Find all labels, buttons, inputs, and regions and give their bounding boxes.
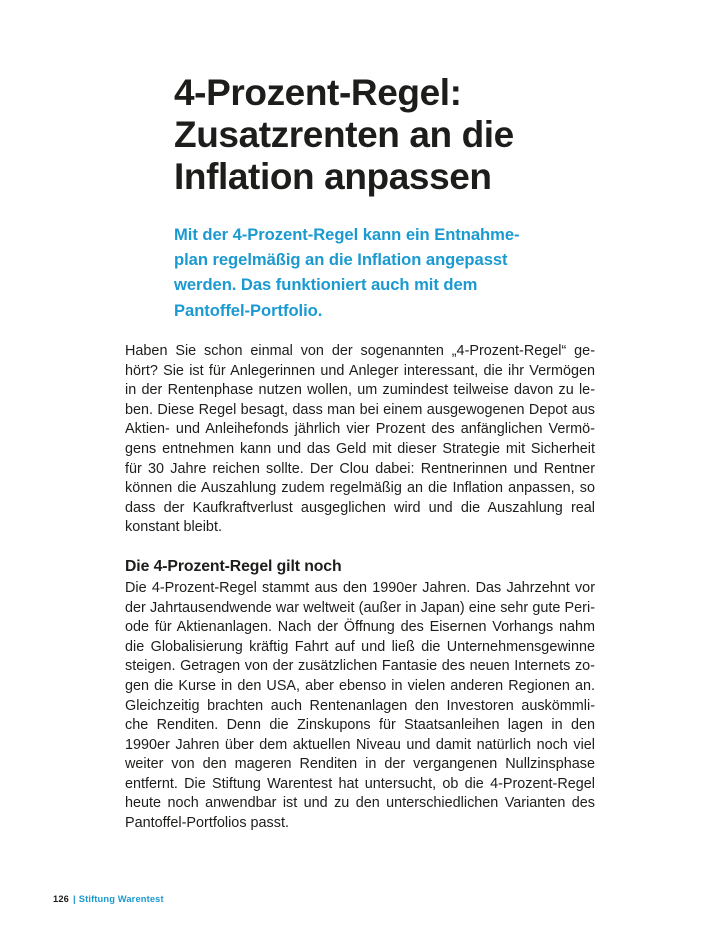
paragraph-2-line-5: steigen. Getragen von der zusätzlichen Fantasie des neuen Internets zo- — [125, 658, 595, 675]
footer-page-number: 126 — [53, 894, 69, 904]
page-footer — [53, 893, 164, 905]
paragraph-1-line-8: können die Auszahlung zudem regelmäßig an die Inflation anpassen, so — [125, 480, 595, 497]
headline-line-3: Inflation anpassen — [174, 156, 492, 197]
headline-line-1: 4-Prozent-Regel: — [174, 72, 462, 113]
paragraph-2-line-7: Gleichzeitig brachten auch Rentenanlagen den Investoren auskömmli- — [125, 697, 595, 714]
article-standfirst — [174, 222, 599, 323]
body-paragraph-2 — [125, 579, 595, 834]
body-paragraph-1 — [125, 342, 595, 538]
paragraph-1-line-2: hört? Sie ist für Anlegerinnen und Anleger interessant, die ihr Vermögen — [125, 362, 595, 379]
section-subheading: Die 4-Prozent-Regel gilt noch — [125, 557, 342, 575]
standfirst-line-3: werden. Das funktioniert auch mit dem — [174, 275, 478, 295]
paragraph-2-line-2: der Jahrtausendwende war weltweit (außer in Japan) eine sehr gute Peri- — [125, 599, 595, 616]
headline-line-2: Zusatzrenten an die — [174, 114, 514, 155]
standfirst-line-4: Pantoffel-Portfolio. — [174, 300, 323, 320]
article-headline — [174, 72, 604, 198]
paragraph-2-line-8: che Renditen. Denn die Zinskupons für Staatsanleihen lagen in den — [125, 717, 595, 734]
paragraph-2-line-9: 1990er Jahren über dem aktuellen Niveau und damit natürlich noch viel — [125, 736, 595, 753]
footer-publisher: Stiftung Warentest — [78, 894, 164, 904]
body-text-column — [125, 342, 595, 834]
paragraph-1-line-4: ben. Diese Regel besagt, dass man bei einem ausgewogenen Depot aus — [125, 401, 595, 418]
paragraph-2-line-13: Pantoffel-Portfolios passt. — [125, 815, 289, 832]
paragraph-2-line-3: ode für Aktienanlagen. Nach der Öffnung des Eisernen Vorhangs nahm — [125, 619, 595, 636]
paragraph-1-line-6: gens entnehmen kann und das Geld mit dieser Strategie mit Sicherheit — [125, 440, 595, 457]
paragraph-1-line-9: dass der Kaufkraftverlust ausgeglichen wird und die Auszahlung real — [125, 499, 595, 516]
paragraph-2-line-1: Die 4-Prozent-Regel stammt aus den 1990er Jahren. Das Jahrzehnt vor — [125, 579, 595, 596]
footer-separator: | — [72, 894, 76, 904]
paragraph-2-line-4: die Globalisierung kräftig Fahrt auf und ließ die Unternehmensgewinne — [125, 638, 595, 655]
paragraph-2-line-12: heute noch anwendbar ist und zu den unterschiedlichen Varianten des — [125, 795, 595, 812]
standfirst-line-2: plan regelmäßig an die Inflation angepasst — [174, 250, 508, 270]
paragraph-2-line-10: weiter von den mageren Renditen in der vergangenen Nullzinsphase — [125, 756, 595, 773]
paragraph-1-line-1: Haben Sie schon einmal von der sogenannten „4-Prozent-Regel“ ge- — [125, 343, 595, 359]
paragraph-1-line-5: Aktien- und Anleihefonds jährlich vier Prozent des anfänglichen Vermö- — [125, 421, 595, 438]
paragraph-1-line-3: in der Rentenphase nutzen wollen, um zumindest teilweise davon zu le- — [125, 382, 595, 399]
paragraph-1-line-10: konstant bleibt. — [125, 519, 222, 536]
paragraph-1-line-7: für 30 Jahre reichen sollte. Der Clou dabei: Rentnerinnen und Rentner — [125, 460, 595, 477]
paragraph-2-line-11: entfernt. Die Stiftung Warentest hat untersucht, ob die 4-Prozent-Regel — [125, 775, 595, 792]
standfirst-line-1: Mit der 4-Prozent-Regel kann ein Entnahme- — [174, 225, 520, 244]
paragraph-2-line-6: gen die Kurse in den USA, aber ebenso in vielen anderen Regionen an. — [125, 677, 595, 694]
